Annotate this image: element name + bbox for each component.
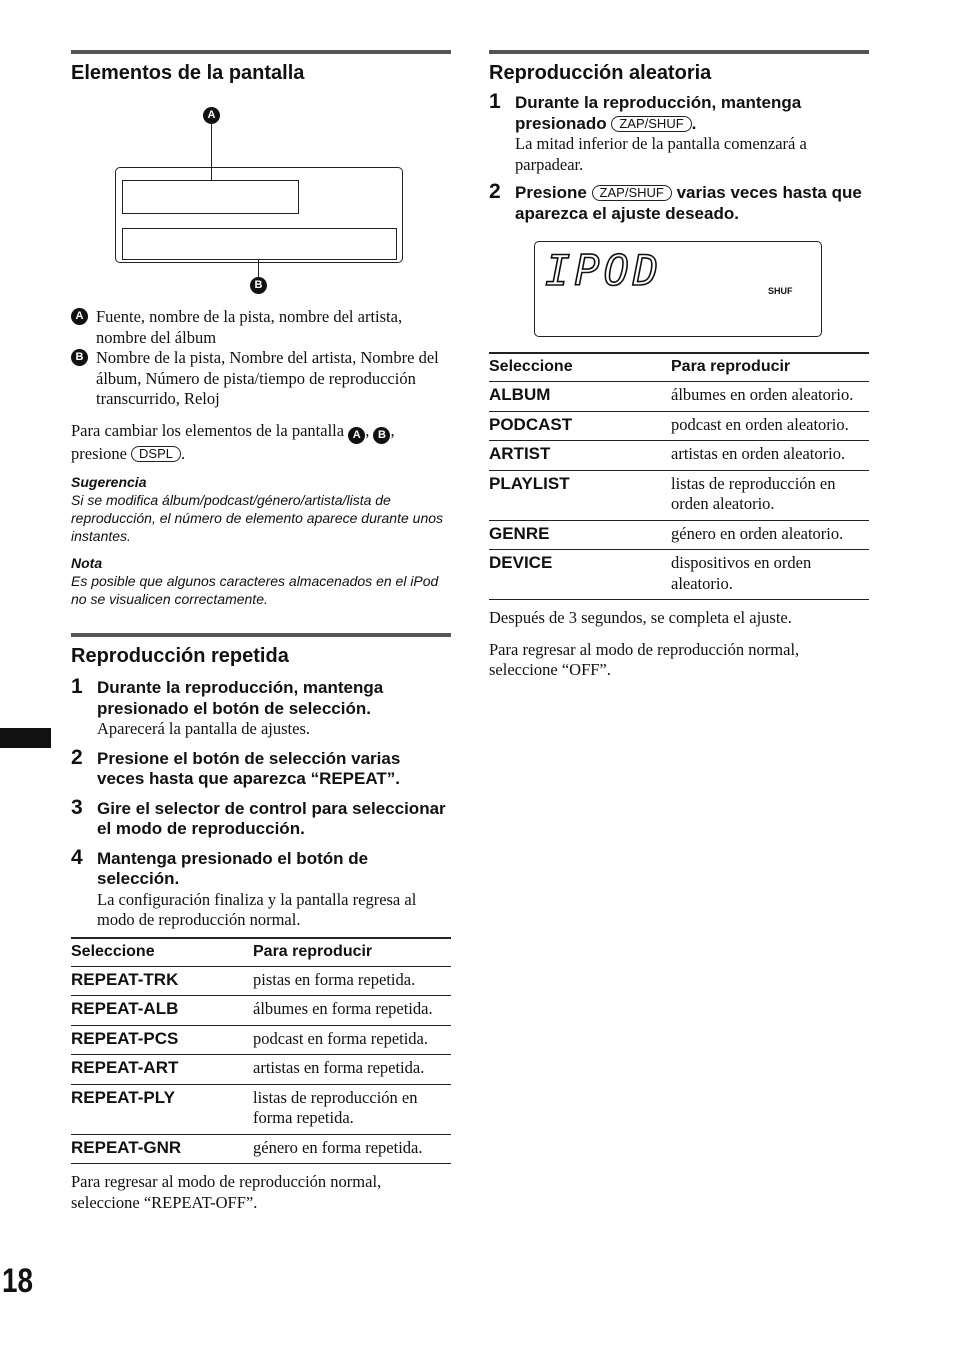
- shuffle-step-1-desc: La mitad inferior de la pantalla comenzará a parpadear.: [515, 134, 807, 174]
- tip-text: Si se modifica álbum/podcast/género/artista/lista de reproducción, el número de elemento aparece durante unos instantes.: [71, 492, 444, 544]
- legend-a: [71, 307, 451, 348]
- table-cell-description: género en orden aleatorio.: [671, 520, 869, 550]
- table-row: [489, 382, 869, 412]
- display-lower-area: [122, 228, 397, 260]
- legend-b: [71, 348, 451, 410]
- note-text: Es posible que algunos caracteres almacenados en el iPod no se visualicen correctamente.: [71, 573, 439, 607]
- repeat-col-select: Seleccione: [71, 938, 253, 967]
- table-cell-select: REPEAT-ALB: [71, 996, 253, 1026]
- repeat-table: [71, 937, 451, 1165]
- table-cell-select: REPEAT-GNR: [71, 1134, 253, 1164]
- shuffle-step-1-head: [515, 93, 869, 134]
- table-cell-description: género en forma repetida.: [253, 1134, 451, 1164]
- table-cell-description: pistas en forma repetida.: [253, 966, 451, 996]
- note-title: Nota: [71, 555, 103, 571]
- table-row: [71, 1084, 451, 1134]
- table-cell-select: REPEAT-PCS: [71, 1025, 253, 1055]
- table-cell-select: REPEAT-TRK: [71, 966, 253, 996]
- shuffle-after-text: Después de 3 segundos, se completa el ajuste.: [489, 608, 792, 627]
- shuffle-step-1-head-text: Durante la reproducción, mantenga presionado: [515, 93, 802, 133]
- table-row: [489, 470, 869, 520]
- shuffle-table-header: [489, 353, 869, 382]
- table-cell-select: GENRE: [489, 520, 671, 550]
- table-cell-description: podcast en orden aleatorio.: [671, 411, 869, 441]
- repeat-steps: [71, 675, 451, 931]
- zap-shuf-key-2: ZAP/SHUF: [592, 185, 672, 201]
- marker-b-badge: B: [250, 277, 267, 294]
- repeat-step-1: [71, 675, 451, 740]
- table-cell-description: dispositivos en orden aleatorio.: [671, 550, 869, 600]
- table-row: [489, 441, 869, 471]
- table-cell-description: álbumes en orden aleatorio.: [671, 382, 869, 412]
- dspl-key: DSPL: [131, 446, 181, 462]
- shuffle-table: [489, 352, 869, 600]
- legend-a-badge: A: [71, 308, 88, 325]
- display-upper-area: [122, 180, 299, 214]
- table-row: [489, 550, 869, 600]
- table-cell-select: ARTIST: [489, 441, 671, 471]
- lcd-display: [534, 241, 822, 337]
- shuffle-step-2-num: 2: [489, 180, 501, 203]
- marker-a-badge: A: [203, 107, 220, 124]
- repeat-step-3: [71, 795, 451, 840]
- table-cell-select: REPEAT-PLY: [71, 1084, 253, 1134]
- table-cell-description: listas de reproducción en orden aleatorio.: [671, 470, 869, 520]
- shuffle-col-play: Para reproducir: [671, 353, 869, 382]
- change-display-text: Para cambiar los elementos de la pantalla A , B , presione DSPL .: [71, 420, 395, 463]
- table-cell-description: álbumes en forma repetida.: [253, 996, 451, 1026]
- display-diagram: [71, 91, 451, 301]
- tip-title: Sugerencia: [71, 474, 147, 490]
- shuffle-step-2-head-a: Presione: [515, 183, 587, 202]
- left-column: [71, 50, 451, 1213]
- shuffle-step-2-head: [515, 183, 869, 224]
- inline-badge-a: A: [348, 427, 365, 444]
- repeat-step-num: 3: [71, 795, 83, 819]
- section-tab-marker: [0, 728, 51, 748]
- inline-badge-b: B: [373, 427, 390, 444]
- table-cell-description: artistas en forma repetida.: [253, 1055, 451, 1085]
- page-number: 18: [2, 1262, 34, 1300]
- repeat-col-play: Para reproducir: [253, 938, 451, 967]
- repeat-step-head: Mantenga presionado el botón de selección.: [97, 848, 369, 888]
- shuffle-step-1-num: 1: [489, 90, 501, 113]
- table-row: [71, 996, 451, 1026]
- legend-a-text: Fuente, nombre de la pista, nombre del artista, nombre del álbum: [96, 307, 403, 347]
- shuffle-footer: Para regresar al modo de reproducción normal, seleccione “OFF”.: [489, 639, 800, 679]
- right-column: [489, 50, 869, 681]
- table-cell-description: listas de reproducción en forma repetida.: [253, 1084, 451, 1134]
- lcd-main-text: IPOD: [545, 246, 663, 295]
- change-text-2: presione: [71, 443, 127, 463]
- legend-b-text: Nombre de la pista, Nombre del artista, Nombre del álbum, Número de pista/tiempo de reproducción transcurrido, Reloj: [96, 348, 439, 408]
- shuffle-step-1: [489, 90, 869, 175]
- repeat-footer: Para regresar al modo de reproducción normal, seleccione “REPEAT-OFF”.: [71, 1172, 382, 1212]
- repeat-step-head: Gire el selector de control para seleccionar el modo de reproducción.: [97, 798, 446, 838]
- change-text-1: Para cambiar los elementos de la pantalla: [71, 420, 345, 440]
- shuffle-title: Reproducción aleatoria: [489, 50, 869, 85]
- table-cell-select: REPEAT-ART: [71, 1055, 253, 1085]
- repeat-title: Reproducción repetida: [71, 633, 451, 668]
- table-cell-description: podcast en forma repetida.: [253, 1025, 451, 1055]
- repeat-step-head: Presione el botón de selección varias veces hasta que aparezca “REPEAT”.: [97, 748, 401, 788]
- legend-b-badge: B: [71, 349, 88, 366]
- shuffle-step-2-head-b: varias veces hasta que aparezca el ajuste deseado.: [515, 183, 862, 223]
- repeat-step-num: 1: [71, 675, 83, 698]
- table-cell-description: artistas en orden aleatorio.: [671, 441, 869, 471]
- repeat-table-header: [71, 938, 451, 967]
- repeat-step-num: 2: [71, 745, 83, 769]
- table-cell-select: PODCAST: [489, 411, 671, 441]
- shuffle-col-select: Seleccione: [489, 353, 671, 382]
- table-row: [489, 411, 869, 441]
- display-elements-title: Elementos de la pantalla: [71, 50, 451, 85]
- repeat-step-desc: Aparecerá la pantalla de ajustes.: [97, 719, 311, 738]
- shuffle-step-2: [489, 180, 869, 224]
- table-cell-select: PLAYLIST: [489, 470, 671, 520]
- shuffle-step-1-dot: .: [691, 113, 697, 133]
- repeat-step-4: [71, 845, 451, 931]
- diagram-line-b: [258, 260, 259, 278]
- table-row: [71, 1025, 451, 1055]
- lcd-shuf-indicator: SHUF: [768, 286, 793, 296]
- repeat-step-num: 4: [71, 845, 83, 869]
- repeat-step-2: [71, 745, 451, 790]
- repeat-step-head: Durante la reproducción, mantenga presionado el botón de selección.: [97, 678, 384, 718]
- table-row: [71, 1134, 451, 1164]
- zap-shuf-key-1: ZAP/SHUF: [611, 116, 691, 132]
- table-row: [71, 1055, 451, 1085]
- table-cell-select: DEVICE: [489, 550, 671, 600]
- repeat-step-desc: La configuración finaliza y la pantalla regresa al modo de reproducción normal.: [97, 889, 417, 929]
- table-row: [489, 520, 869, 550]
- table-cell-select: ALBUM: [489, 382, 671, 412]
- table-row: [71, 966, 451, 996]
